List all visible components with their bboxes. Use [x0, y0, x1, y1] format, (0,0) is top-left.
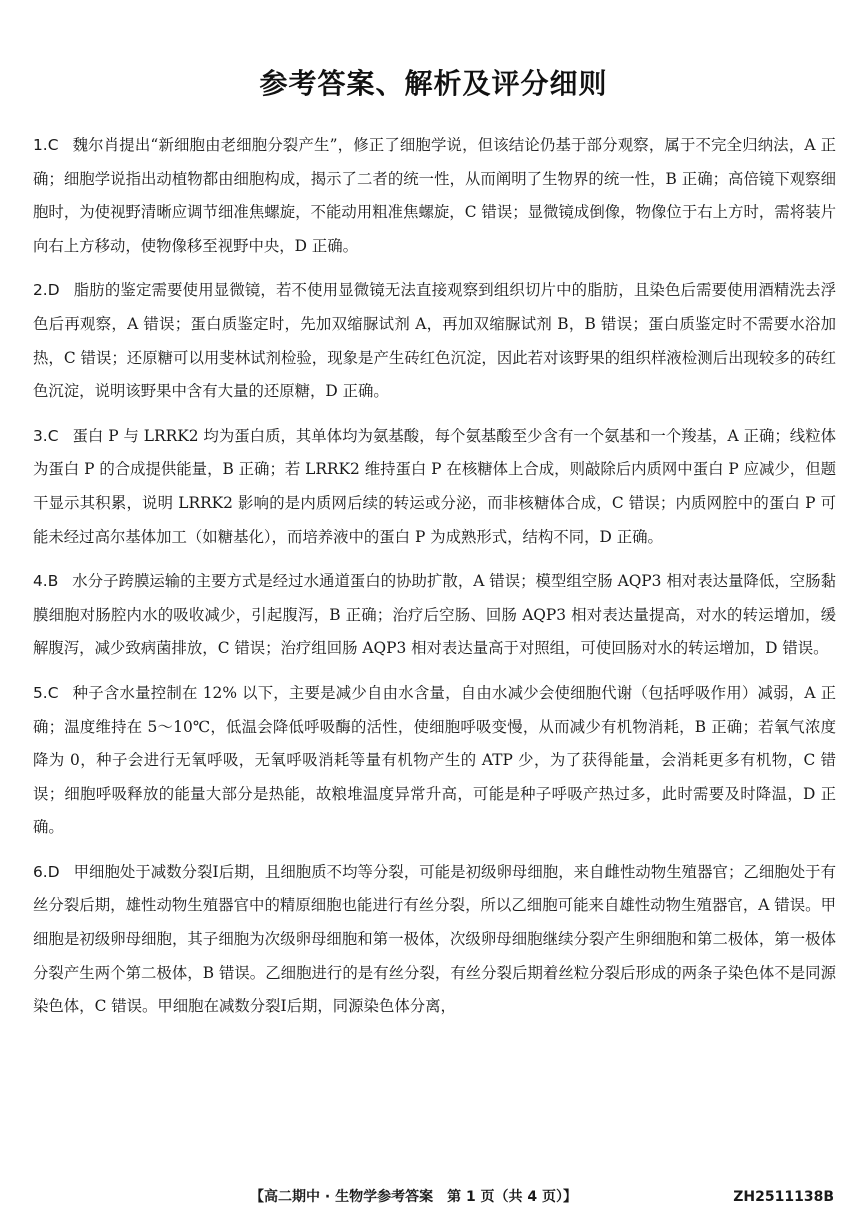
page-footer [0, 1184, 867, 1210]
item-number: 1. [33, 136, 48, 154]
answer-item-2 [33, 274, 836, 408]
answer-list [33, 129, 836, 1035]
page-title: 参考答案、解析及评分细则 [259, 67, 608, 100]
item-answer: D [47, 862, 60, 881]
item-explanation: 脂肪的鉴定需要使用显微镜，若不使用显微镜无法直接观察到组织切片中的脂肪，且染色后需要使用酒精洗去浮色后再观察，A 错误；蛋白质鉴定时，先加双缩脲试剂 A，再加双缩脲试剂 B，B 错误；蛋白质鉴定时不需要水浴加热，C 错误；还原糖可以用斐林试剂检验，现象是产生砖红色沉淀，因此若对该野果的组织样液检测后出现较多的砖红色沉淀，说明该野果中含有大量的还原糖，D 正确。 [33, 281, 836, 401]
answer-item-1 [33, 129, 836, 263]
item-explanation: 魏尔肖提出“新细胞由老细胞分裂产生”，修正了细胞学说，但该结论仍基于部分观察，属于不完全归纳法，A 正确；细胞学说指出动植物都由细胞构成，揭示了二者的统一性，从而阐明了生物界的统一性，B 正确；高倍镜下观察细胞时，为使视野清晰应调节细准焦螺旋，不能动用粗准焦螺旋，C 错误；显微镜成倒像，物像位于右上方时，需将装片向右上方移动，使物像移至视野中央，D 正确。 [33, 136, 836, 255]
answer-item-5 [33, 677, 836, 845]
footer-page-info: 【高二期中 · 生物学参考答案 第 1 页（共 4 页）】 [250, 1189, 578, 1205]
item-number: 5. [33, 683, 48, 702]
item-number: 4. [33, 572, 48, 591]
item-number: 6. [33, 862, 48, 881]
item-answer: B [47, 572, 59, 591]
item-number: 3. [33, 426, 48, 445]
footer-doc-code: ZH2511138B [733, 1189, 834, 1205]
item-answer: C [47, 136, 59, 154]
item-answer: C [47, 683, 59, 702]
answer-item-6 [33, 856, 836, 1024]
item-answer: D [47, 281, 60, 300]
item-explanation: 蛋白 P 与 LRRK2 均为蛋白质，其单体均为氨基酸，每个氨基酸至少含有一个氨基和一个羧基，A 正确；线粒体为蛋白 P 的合成提供能量，B 正确；若 LRRK2 维持蛋白 P 在核糖体上合成，则敲除后内质网中蛋白 P 应减少，但题干显示其积累，说明 LRRK2 影响的是内质网后续的转运或分泌，而非核糖体合成，C 错误；内质网腔中的蛋白 P 可能未经过高尔基体加工（如糖基化），而培养液中的蛋白 P 为成熟形式，结构不同，D 正确。 [33, 426, 836, 546]
item-explanation: 甲细胞处于减数分裂Ⅰ后期，且细胞质不均等分裂，可能是初级卵母细胞，来自雌性动物生殖器官；乙细胞处于有丝分裂后期，雄性动物生殖器官中的精原细胞也能进行有丝分裂，所以乙细胞可能来自雄性动物生殖器官，A 错误。甲细胞是初级卵母细胞，其子细胞为次级卵母细胞和第一极体，次级卵母细胞继续分裂产生卵细胞和第二极体，第一极体分裂产生两个第二极体，B 错误。乙细胞进行的是有丝分裂，有丝分裂后期着丝粒分裂后形成的两条子染色体不是同源染色体，C 错误。甲细胞在减数分裂Ⅰ后期，同源染色体分离， [33, 862, 836, 1016]
item-number: 2. [33, 281, 48, 300]
answer-item-3 [33, 420, 836, 554]
item-explanation: 种子含水量控制在 12% 以下，主要是减少自由水含量，自由水减少会使细胞代谢（包括呼吸作用）减弱，A 正确；温度维持在 5～10℃，低温会降低呼吸酶的活性，使细胞呼吸变慢，从而减少有机物消耗，B 正确；若氧气浓度降为 0，种子会进行无氧呼吸，无氧呼吸消耗等量有机物产生的 ATP 少，为了获得能量，会消耗更多有机物，C 错误；细胞呼吸释放的能量大部分是热能，故粮堆温度异常升高，可能是种子呼吸产热过多，此时需要及时降温，D 正确。 [33, 683, 836, 837]
item-answer: C [47, 426, 59, 445]
answer-item-4 [33, 565, 836, 666]
item-explanation: 水分子跨膜运输的主要方式是经过水通道蛋白的协助扩散，A 错误；模型组空肠 AQP3 相对表达量降低，空肠黏膜细胞对肠腔内水的吸收减少，引起腹泻，B 正确；治疗后空肠、回肠 AQP3 相对表达量提高，对水的转运增加，缓解腹泻，减少致病菌排放，C 错误；治疗组回肠 AQP3 相对表达量高于对照组，可使回肠对水的转运增加，D 错误。 [33, 572, 836, 658]
